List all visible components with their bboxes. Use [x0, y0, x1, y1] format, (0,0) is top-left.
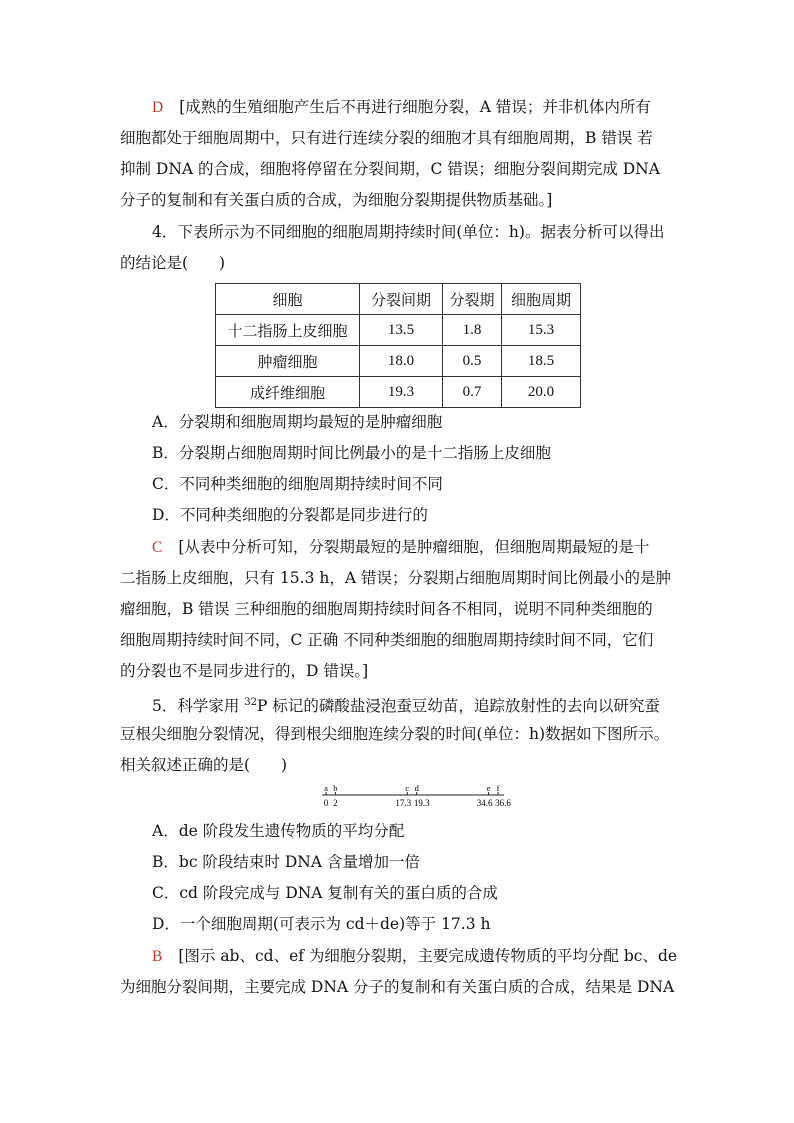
- q4-answer-letter: C: [152, 539, 163, 556]
- q5-option-b: B．bc 阶段结束时 DNA 含量增加一倍: [152, 853, 420, 871]
- table-cell: 13.5: [360, 315, 443, 346]
- timeline-letter: b: [333, 783, 338, 793]
- q4-stem: 的结论是( ): [120, 254, 226, 272]
- superscript: 32: [244, 697, 258, 708]
- table-cell: 0.7: [443, 377, 502, 408]
- timeline-value: 36.6: [495, 798, 511, 808]
- table-header-row: [216, 284, 581, 315]
- table-cell: 15.3: [502, 315, 581, 346]
- q4-stem: 4．下表所示为不同细胞的细胞周期持续时间(单位：h)。据表分析可以得出: [152, 223, 665, 241]
- q5-stem: 相关叙述正确的是( ): [120, 756, 288, 774]
- q5-option-c: C．cd 阶段完成与 DNA 复制有关的蛋白质的合成: [152, 884, 498, 902]
- q4-option-c: C．不同种类细胞的细胞周期持续时间不同: [152, 475, 443, 493]
- timeline-value: 2: [333, 798, 338, 808]
- q4-answer-line: C [从表中分析可知，分裂期最短的是肿瘤细胞，但细胞周期最短的是十: [152, 538, 650, 556]
- q4-answer-text: 瘤细胞，B 错误 三种细胞的细胞周期持续时间各不相同，说明不同种类细胞的: [120, 600, 653, 618]
- timeline-letter: f: [496, 783, 500, 793]
- cell-cycle-table: [215, 283, 581, 408]
- timeline-letter: d: [414, 783, 419, 793]
- timeline-letter: c: [405, 783, 410, 793]
- q5-answer-text: 为细胞分裂间期，主要完成 DNA 分子的复制和有关蛋白质的合成，结果是 DNA: [120, 978, 675, 996]
- table-cell: 20.0: [502, 377, 581, 408]
- timeline-value: 34.6: [476, 798, 493, 808]
- table-cell: 肿瘤细胞: [216, 346, 360, 377]
- table-cell: 18.5: [502, 346, 581, 377]
- q4-answer-text: 的分裂也不是同步进行的，D 错误。]: [120, 662, 369, 680]
- q4-option-a: A．分裂期和细胞周期均最短的是肿瘤细胞: [152, 413, 443, 431]
- q4-option-b: B．分裂期占细胞周期时间比例最小的是十二指肠上皮细胞: [152, 444, 551, 462]
- q3-answer-text: 分子的复制和有关蛋白质的合成，为细胞分裂期提供物质基础。]: [120, 191, 553, 209]
- q4-answer-text: 细胞周期持续时间不同，C 正确 不同种类细胞的细胞周期持续时间不同，它们: [120, 631, 654, 649]
- table-header-cell: 分裂间期: [360, 284, 443, 315]
- table-cell: 18.0: [360, 346, 443, 377]
- q3-answer-text: 抑制 DNA 的合成，细胞将停留在分裂间期，C 错误；细胞分裂间期完成 DNA: [120, 160, 660, 178]
- timeline-svg: [318, 783, 511, 810]
- table-cell: 19.3: [360, 377, 443, 408]
- q5-stem: 豆根尖细胞分裂情况，得到根尖细胞连续分裂的时间(单位：h)数据如下图所示。: [120, 725, 670, 743]
- q3-answer-line: D [成熟的生殖细胞产生后不再进行细胞分裂，A 错误；并非机体内所有: [152, 98, 651, 116]
- table-cell: 十二指肠上皮细胞: [216, 315, 360, 346]
- table-row: [216, 346, 581, 377]
- q4-answer-text: 二指肠上皮细胞，只有 15.3 h，A 错误；分裂期占细胞周期时间比例最小的是肿: [120, 569, 671, 587]
- timeline-letter: e: [486, 783, 491, 793]
- q5-answer-letter: B: [152, 948, 163, 965]
- table-header-cell: 分裂期: [443, 284, 502, 315]
- table-row: [216, 315, 581, 346]
- q5-option-a: A．de 阶段发生遗传物质的平均分配: [152, 822, 405, 840]
- q3-answer-text: 细胞都处于细胞周期中，只有进行连续分裂的细胞才具有细胞周期，B 错误 若: [120, 129, 653, 147]
- q5-option-d: D．一个细胞周期(可表示为 cd＋de)等于 17.3 h: [152, 915, 491, 933]
- q5-stem: 5．科学家用 $^{32}$P 标记的磷酸盐浸泡蚕豆幼苗，追踪放射性的去向以研究蚕: [152, 697, 660, 716]
- table-cell: 1.8: [443, 315, 502, 346]
- table-header-cell: 细胞周期: [502, 284, 581, 315]
- table-cell: 0.5: [443, 346, 502, 377]
- table-header-cell: 细胞: [216, 284, 360, 315]
- timeline-letter: a: [324, 783, 328, 793]
- q5-answer-line: B [图示 ab、cd、ef 为细胞分裂期，主要完成遗传物质的平均分配 bc、de: [152, 947, 678, 965]
- q4-option-d: D．不同种类细胞的分裂都是同步进行的: [152, 506, 428, 524]
- timeline-value: 19.3: [413, 798, 430, 808]
- table-row: [216, 377, 581, 408]
- timeline-value: 17.3: [395, 798, 412, 808]
- cell-division-timeline: [318, 783, 511, 810]
- q3-answer-letter: D: [152, 99, 164, 116]
- table-cell: 成纤维细胞: [216, 377, 360, 408]
- timeline-value: 0: [323, 798, 329, 808]
